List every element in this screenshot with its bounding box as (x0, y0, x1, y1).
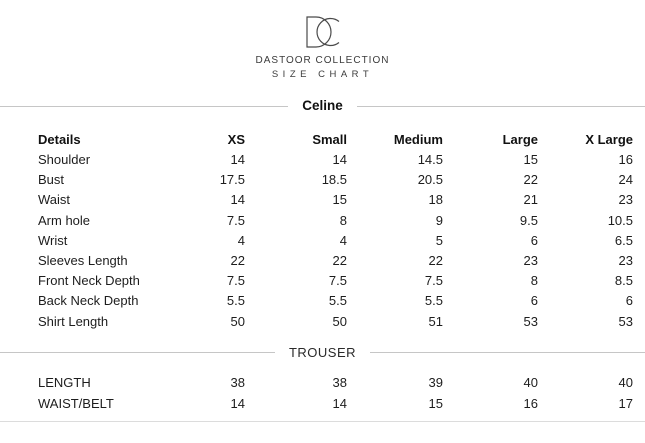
column-header-xlarge: X Large (585, 132, 633, 147)
row-label: Shoulder (38, 152, 91, 167)
trouser-table-body (0, 372, 645, 414)
row-label: Waist (38, 192, 71, 208)
size-chart-subtitle: SIZE CHART (271, 69, 374, 80)
size-value-large: 40 (523, 374, 538, 390)
column-header-details: Details (38, 132, 81, 147)
size-value-medium: 9 (435, 212, 443, 228)
section-title-celine: Celine (302, 98, 343, 113)
size-value-xs: 14 (230, 152, 245, 167)
size-value-medium: 39 (428, 374, 443, 390)
size-value-small: 38 (332, 374, 347, 390)
size-value-large: 22 (523, 172, 538, 188)
size-value-medium: 5 (435, 232, 443, 248)
row-label: LENGTH (38, 374, 91, 390)
dc-monogram-icon (299, 15, 347, 49)
size-value-small: 18.5 (321, 172, 347, 188)
size-value-xlarge: 16 (618, 152, 633, 167)
row-label: Bust (38, 172, 65, 188)
size-value-xlarge: 53 (618, 313, 633, 329)
size-value-xlarge: 23 (618, 252, 633, 268)
row-label: Wrist (38, 232, 68, 248)
size-value-large: 53 (523, 313, 538, 329)
size-value-xlarge: 24 (618, 172, 633, 188)
size-value-small: 4 (339, 232, 347, 248)
divider-line-right (370, 352, 645, 353)
section-title-trouser: TROUSER (288, 344, 357, 360)
size-value-xlarge: 6 (625, 293, 633, 309)
divider-line-left (0, 106, 288, 107)
size-value-large: 6 (530, 232, 538, 248)
size-value-large: 6 (530, 293, 538, 309)
size-value-small: 14 (332, 152, 347, 167)
row-label: Shirt Length (38, 313, 109, 329)
divider-line-right (357, 106, 645, 107)
size-value-xs: 5.5 (226, 293, 245, 309)
size-value-xlarge: 17 (618, 395, 633, 411)
column-header-large: Large (502, 132, 538, 147)
size-value-xlarge: 8.5 (614, 273, 633, 289)
size-value-xlarge: 10.5 (607, 212, 633, 228)
size-table-body (0, 150, 645, 332)
size-value-medium: 7.5 (424, 273, 443, 289)
column-header-medium: Medium (393, 132, 443, 147)
column-header-xs: XS (227, 132, 245, 147)
row-label: Back Neck Depth (38, 293, 139, 309)
table-row (0, 393, 645, 414)
size-value-small: 14 (332, 395, 347, 411)
size-value-medium: 22 (428, 252, 443, 268)
size-value-large: 23 (523, 252, 538, 268)
size-value-medium: 15 (428, 395, 443, 411)
size-value-xs: 4 (237, 232, 245, 248)
table-row (0, 211, 645, 231)
row-label: Arm hole (38, 212, 91, 228)
size-value-small: 5.5 (328, 293, 347, 309)
size-value-xlarge: 23 (618, 192, 633, 208)
size-value-medium: 51 (428, 313, 443, 329)
size-value-medium: 14.5 (417, 152, 443, 167)
size-value-medium: 18 (428, 192, 443, 208)
size-value-small: 7.5 (328, 273, 347, 289)
size-value-xs: 17.5 (219, 172, 245, 188)
table-row (0, 312, 645, 332)
column-header-small: Small (312, 132, 347, 147)
brand-logo (299, 15, 347, 49)
table-row (0, 372, 645, 393)
size-value-large: 21 (523, 192, 538, 208)
trouser-section-divider (0, 346, 645, 360)
size-value-xlarge: 6.5 (614, 232, 633, 248)
celine-section-divider (0, 99, 645, 113)
size-value-xs: 38 (230, 374, 245, 390)
table-row (0, 251, 645, 271)
size-value-xs: 50 (230, 313, 245, 329)
size-value-large: 8 (530, 273, 538, 289)
size-value-large: 15 (523, 152, 538, 167)
size-value-small: 50 (332, 313, 347, 329)
row-label: WAIST/BELT (38, 395, 114, 411)
bottom-divider (0, 421, 645, 422)
table-row (0, 231, 645, 251)
size-table-header (0, 130, 645, 150)
table-row (0, 291, 645, 311)
size-value-large: 16 (523, 395, 538, 411)
size-value-xs: 22 (230, 252, 245, 268)
table-row (0, 271, 645, 291)
size-value-medium: 5.5 (424, 293, 443, 309)
table-row (0, 190, 645, 210)
size-value-large: 9.5 (519, 212, 538, 228)
row-label: Sleeves Length (38, 252, 128, 268)
size-value-xs: 14 (230, 395, 245, 411)
divider-line-left (0, 352, 275, 353)
size-value-medium: 20.5 (417, 172, 443, 188)
size-value-xs: 7.5 (226, 212, 245, 228)
size-value-small: 22 (332, 252, 347, 268)
brand-name: DASTOOR COLLECTION (255, 55, 390, 66)
size-value-xs: 7.5 (226, 273, 245, 289)
size-value-xlarge: 40 (618, 374, 633, 390)
size-value-small: 15 (332, 192, 347, 208)
table-row (0, 170, 645, 190)
size-value-small: 8 (339, 212, 347, 228)
row-label: Front Neck Depth (38, 273, 140, 289)
size-value-xs: 14 (230, 192, 245, 208)
table-row (0, 150, 645, 170)
